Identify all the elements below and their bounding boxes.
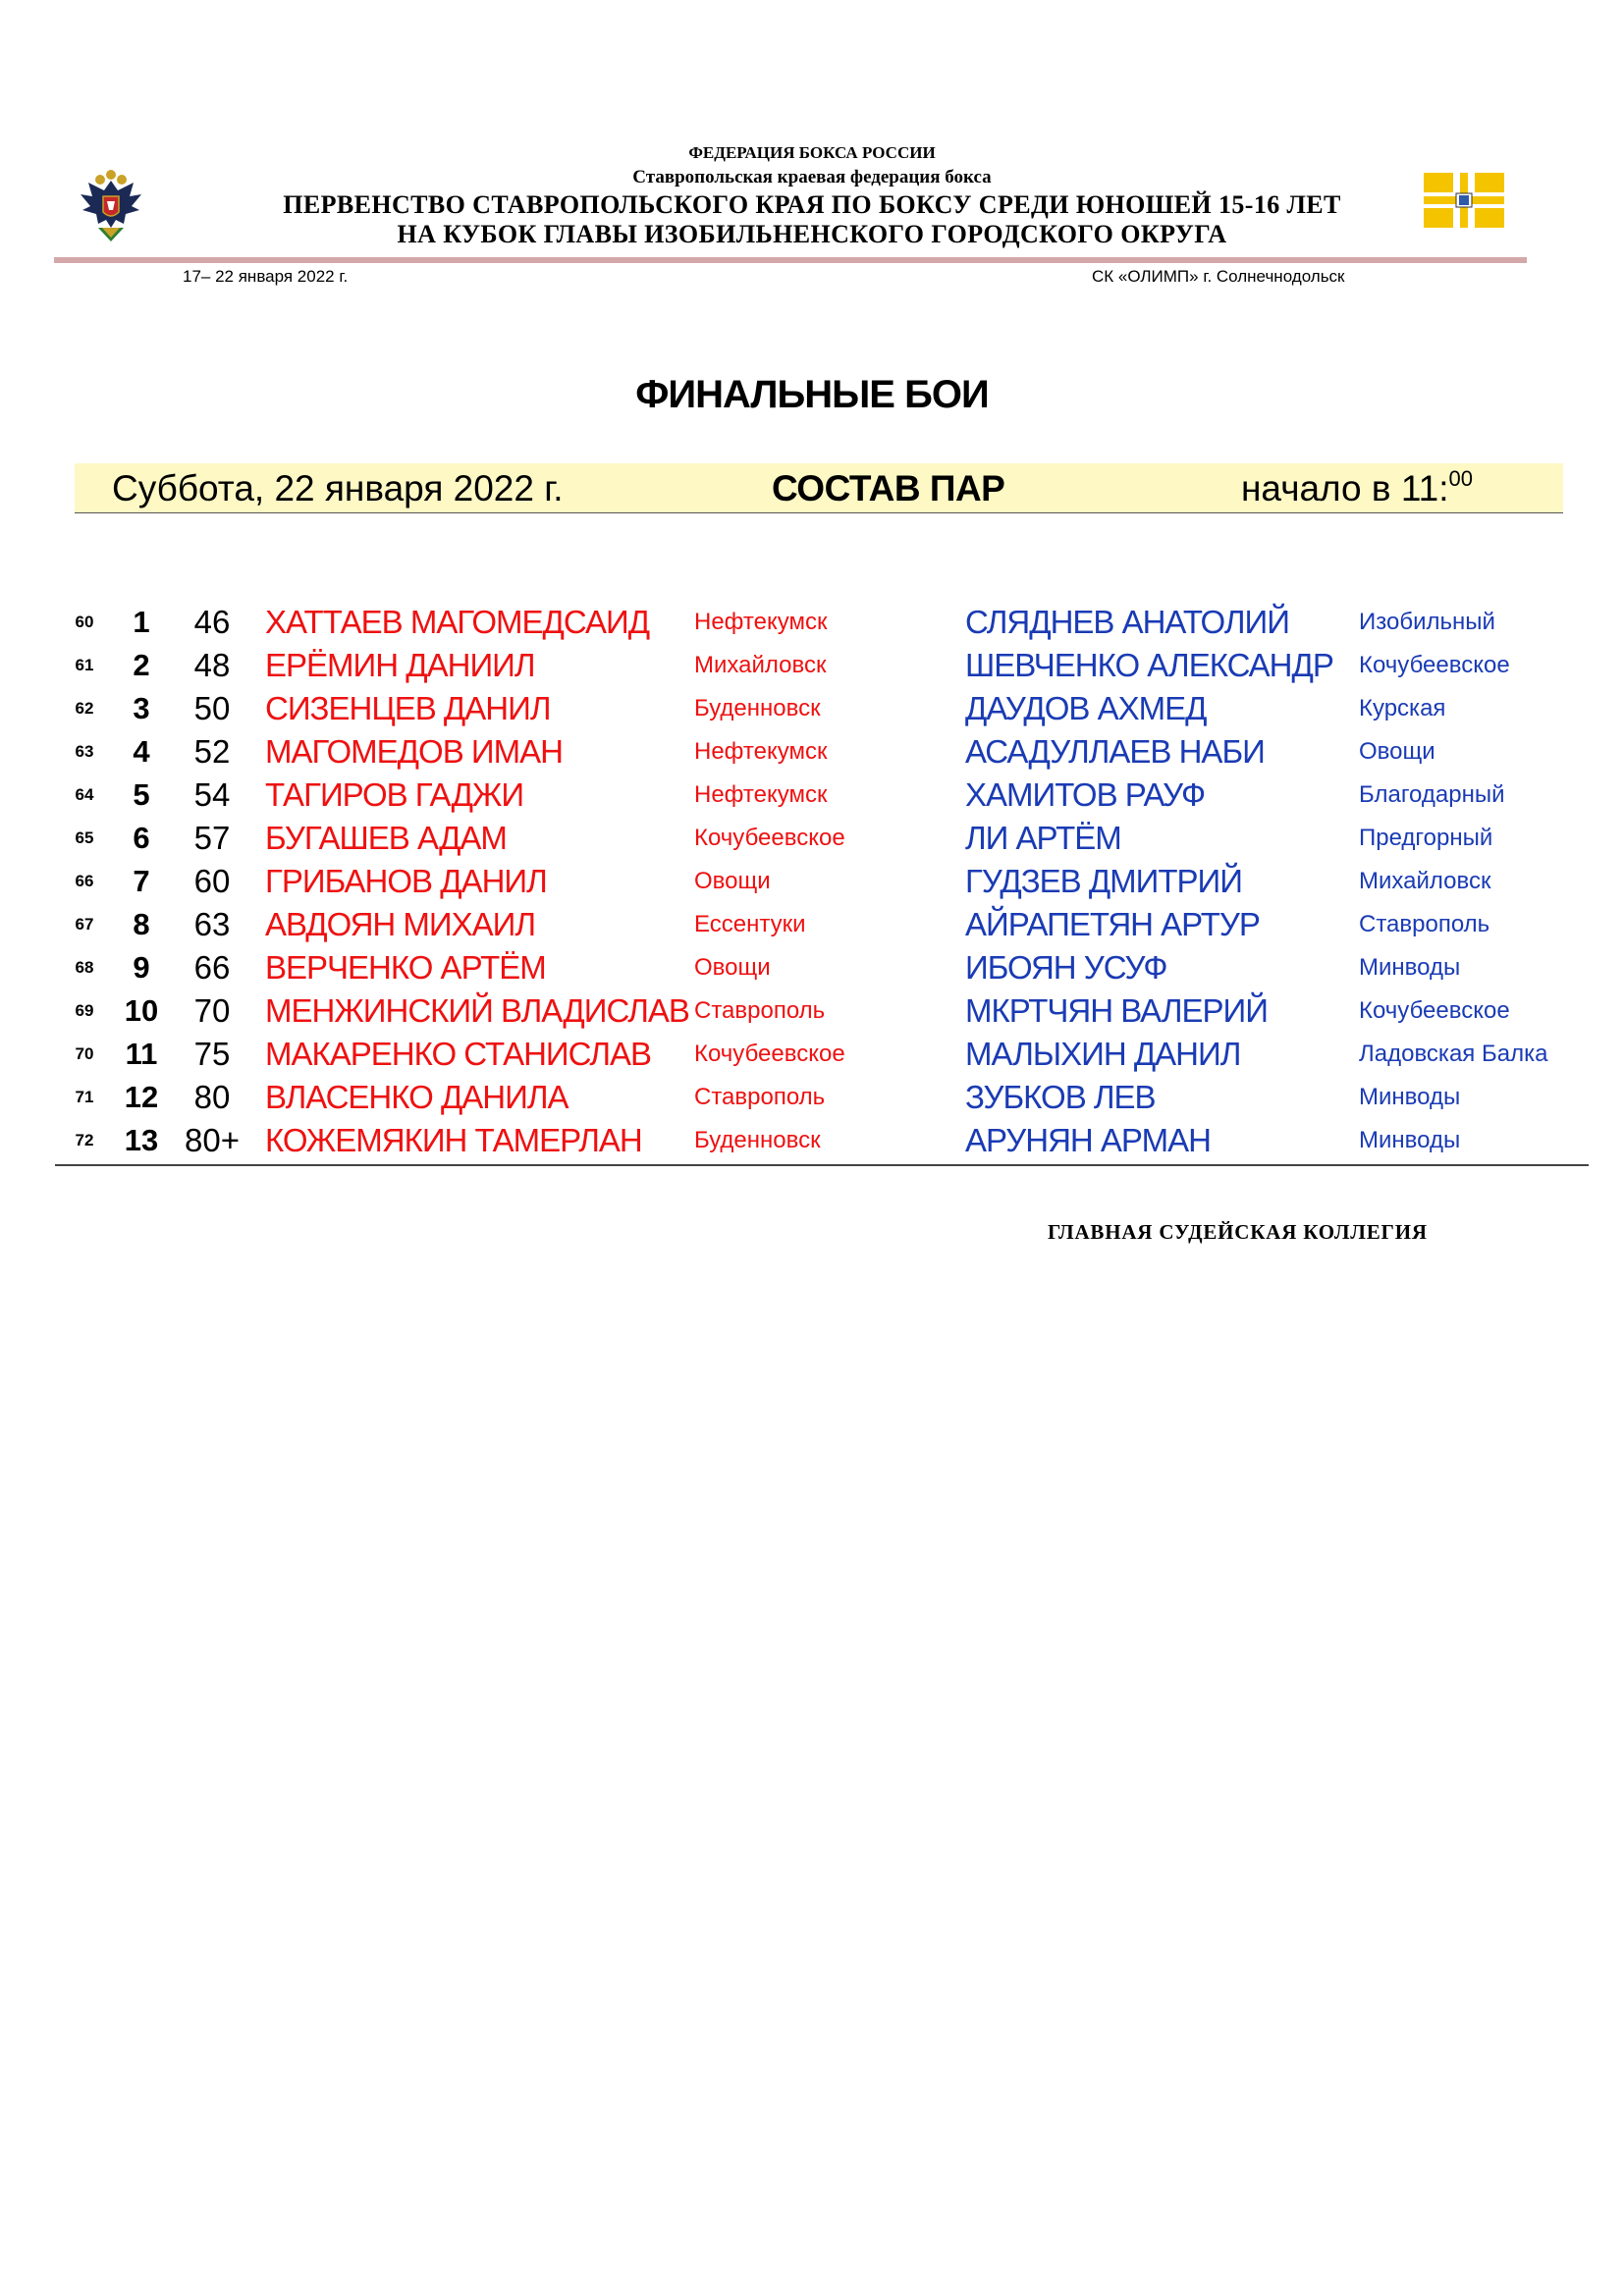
blue-corner-city: Курская (1359, 695, 1446, 721)
blue-corner-name: ХАМИТОВ РАУФ (965, 776, 1206, 813)
bouts-table (0, 601, 1624, 1162)
red-corner-city: Кочубеевское (694, 1041, 845, 1067)
table-row (0, 817, 1624, 860)
pair-number: 6 (133, 821, 150, 855)
bout-number: 70 (75, 1044, 94, 1063)
blue-corner-name: ГУДЗЕВ ДМИТРИЙ (965, 863, 1242, 899)
red-corner-name: МАГОМЕДОВ ИМАН (265, 733, 563, 770)
start-minutes: 00 (1448, 466, 1474, 491)
pair-number: 13 (124, 1123, 159, 1157)
red-corner-city: Буденновск (694, 695, 821, 721)
pair-number: 12 (124, 1080, 159, 1114)
pair-number: 8 (133, 907, 150, 941)
bout-number: 72 (75, 1131, 94, 1149)
red-corner-city: Нефтекумск (694, 738, 828, 765)
red-corner-city: Нефтекумск (694, 781, 828, 808)
red-corner-name: ВЕРЧЕНКО АРТЁМ (265, 949, 546, 986)
bout-number: 60 (75, 613, 94, 631)
bout-number: 61 (75, 656, 94, 674)
weight-class: 48 (193, 647, 231, 683)
weight-class: 57 (193, 820, 231, 856)
session-band (75, 463, 1563, 513)
table-row (0, 860, 1624, 903)
championship-title: ПЕРВЕНСТВО СТАВРОПОЛЬСКОГО КРАЯ ПО БОКСУ СРЕДИ ЮНОШЕЙ 15-16 ЛЕТ (283, 190, 1341, 219)
start-label: начало в 11: (1241, 468, 1449, 508)
bout-number: 68 (75, 958, 94, 977)
red-corner-city: Буденновск (694, 1127, 821, 1153)
red-corner-name: ГРИБАНОВ ДАНИЛ (265, 863, 547, 899)
stavropol-flag-icon (1424, 173, 1504, 228)
pair-number: 9 (133, 950, 150, 985)
blue-corner-city: Минводы (1359, 954, 1461, 981)
blue-corner-name: МАЛЫХИН ДАНИЛ (965, 1036, 1241, 1072)
pair-number: 10 (124, 993, 159, 1028)
bout-number: 67 (75, 915, 94, 934)
blue-corner-city: Кочубеевское (1359, 652, 1510, 678)
red-corner-name: ЕРЁМИН ДАНИИЛ (265, 647, 535, 683)
blue-corner-name: АСАДУЛЛАЕВ НАБИ (965, 733, 1265, 770)
blue-corner-city: Благодарный (1359, 781, 1505, 808)
blue-corner-city: Овощи (1359, 738, 1435, 765)
blue-corner-city: Минводы (1359, 1127, 1461, 1153)
tournament-venue: СК «ОЛИМП» г. Солнечнодольск (1092, 267, 1345, 286)
table-row (0, 903, 1624, 946)
bout-number: 62 (75, 699, 94, 718)
cup-title: НА КУБОК ГЛАВЫ ИЗОБИЛЬНЕНСКОГО ГОРОДСКОГО ОКРУГА (397, 220, 1227, 248)
document-header (0, 0, 1624, 294)
blue-corner-name: ЛИ АРТЁМ (965, 820, 1121, 856)
header-separator (54, 257, 1527, 263)
weight-class: 54 (193, 776, 231, 813)
weight-class: 70 (193, 992, 231, 1029)
blue-corner-name: ИБОЯН УСУФ (965, 949, 1167, 986)
bout-number: 66 (75, 872, 94, 890)
table-bottom-rule (55, 1164, 1589, 1166)
blue-corner-name: ШЕВЧЕНКО АЛЕКСАНДР (965, 647, 1333, 683)
blue-corner-name: МКРТЧЯН ВАЛЕРИЙ (965, 992, 1268, 1029)
bout-number: 63 (75, 742, 94, 761)
red-corner-name: БУГАШЕВ АДАМ (265, 820, 507, 856)
tournament-dates: 17– 22 января 2022 г. (183, 267, 349, 286)
table-row (0, 1076, 1624, 1119)
red-corner-city: Овощи (694, 868, 771, 894)
table-row (0, 1033, 1624, 1076)
weight-class: 52 (193, 733, 231, 770)
red-corner-name: МЕНЖИНСКИЙ ВЛАДИСЛАВ (265, 992, 689, 1029)
blue-corner-name: АРУНЯН АРМАН (965, 1122, 1211, 1158)
red-corner-name: ТАГИРОВ ГАДЖИ (265, 776, 524, 813)
regional-federation-name: Ставропольская краевая федерация бокса (632, 167, 992, 187)
session-day: Суббота, 22 января 2022 г. (112, 468, 564, 508)
red-corner-city: Кочубеевское (694, 825, 845, 851)
weight-class: 75 (193, 1036, 231, 1072)
blue-corner-name: АЙРАПЕТЯН АРТУР (965, 906, 1260, 942)
bout-number: 64 (75, 785, 94, 804)
blue-corner-city: Михайловск (1359, 868, 1491, 894)
pair-number: 1 (133, 605, 150, 639)
blue-corner-name: СЛЯДНЕВ АНАТОЛИЙ (965, 604, 1289, 640)
session-heading: СОСТАВ ПАР (772, 468, 1005, 508)
table-row (0, 946, 1624, 989)
blue-corner-city: Предгорный (1359, 825, 1493, 851)
judges-signature: ГЛАВНАЯ СУДЕЙСКАЯ КОЛЛЕГИЯ (1048, 1220, 1428, 1244)
bout-number: 71 (75, 1088, 94, 1106)
table-row (0, 730, 1624, 774)
blue-corner-city: Минводы (1359, 1084, 1461, 1110)
red-corner-city: Ессентуки (694, 911, 806, 937)
table-row (0, 1119, 1624, 1162)
weight-class: 50 (193, 690, 231, 726)
pair-number: 2 (133, 648, 150, 682)
red-corner-name: ВЛАСЕНКО ДАНИЛА (265, 1079, 568, 1115)
table-row (0, 687, 1624, 730)
pair-number: 11 (125, 1037, 158, 1071)
bout-number: 69 (75, 1001, 94, 1020)
table-row (0, 774, 1624, 817)
weight-class: 60 (193, 863, 231, 899)
blue-corner-city: Ставрополь (1359, 911, 1490, 937)
blue-corner-name: ЗУБКОВ ЛЕВ (965, 1079, 1156, 1115)
weight-class: 66 (193, 949, 231, 986)
table-row (0, 601, 1624, 644)
table-row (0, 644, 1624, 687)
weight-class: 80+ (185, 1122, 240, 1158)
page-title: ФИНАЛЬНЫЕ БОИ (635, 373, 989, 416)
bout-number: 65 (75, 828, 94, 847)
red-corner-city: Нефтекумск (694, 609, 828, 635)
blue-corner-city: Ладовская Балка (1359, 1041, 1548, 1067)
federation-name: ФЕДЕРАЦИЯ БОКСА РОССИИ (688, 143, 936, 162)
weight-class: 80 (193, 1079, 231, 1115)
red-corner-name: ХАТТАЕВ МАГОМЕДСАИД (265, 604, 650, 640)
red-corner-city: Ставрополь (694, 1084, 826, 1110)
weight-class: 46 (193, 604, 231, 640)
session-start-time (1241, 468, 1473, 509)
blue-corner-city: Изобильный (1359, 609, 1495, 635)
red-corner-city: Овощи (694, 954, 771, 981)
red-corner-city: Ставрополь (694, 997, 826, 1024)
pair-number: 5 (133, 777, 150, 812)
pair-number: 4 (133, 734, 150, 769)
red-corner-name: АВДОЯН МИХАИЛ (265, 906, 536, 942)
weight-class: 63 (193, 906, 231, 942)
pair-number: 3 (133, 691, 150, 725)
red-corner-name: МАКАРЕНКО СТАНИСЛАВ (265, 1036, 652, 1072)
blue-corner-name: ДАУДОВ АХМЕД (965, 690, 1207, 726)
red-corner-city: Михайловск (694, 652, 827, 678)
red-corner-name: СИЗЕНЦЕВ ДАНИЛ (265, 690, 551, 726)
pair-number: 7 (133, 864, 150, 898)
blue-corner-city: Кочубеевское (1359, 997, 1510, 1024)
table-row (0, 989, 1624, 1033)
red-corner-name: КОЖЕМЯКИН ТАМЕРЛАН (265, 1122, 642, 1158)
